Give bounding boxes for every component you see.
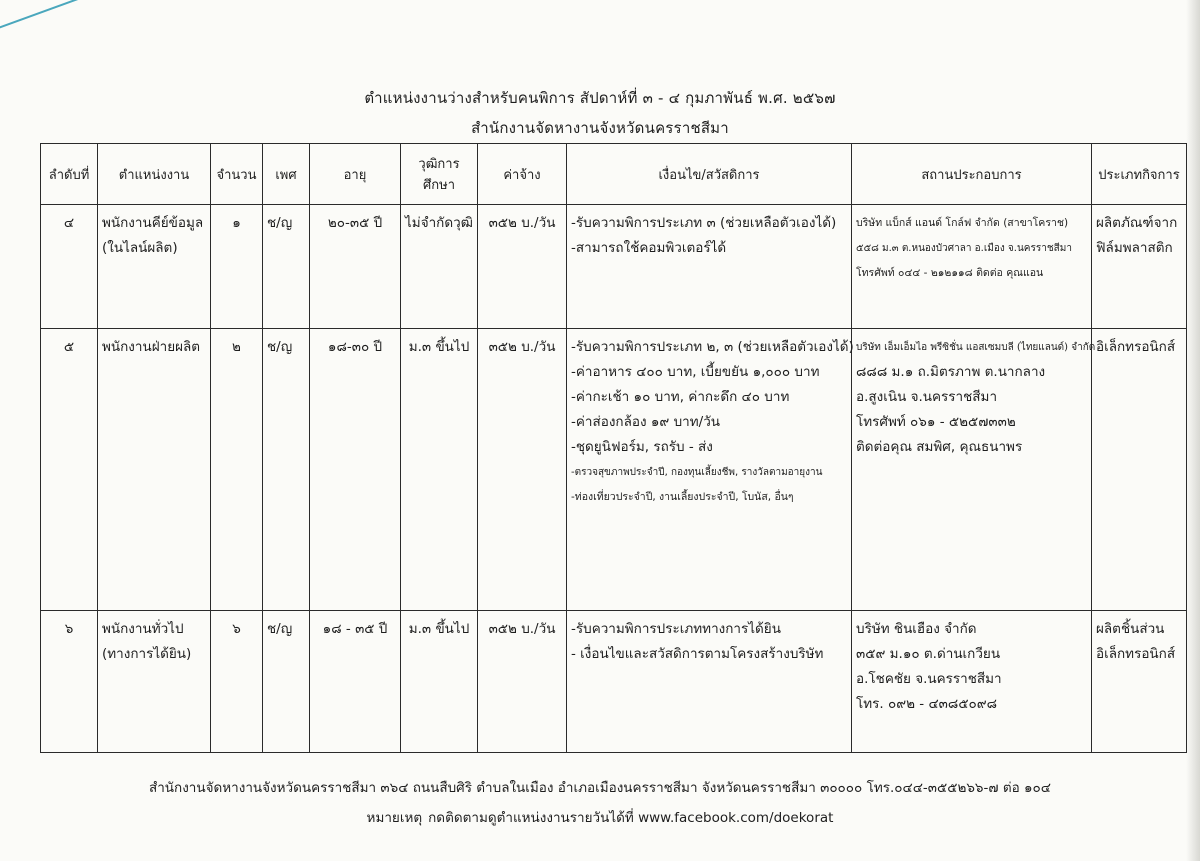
- condition-line: -ค่ากะเช้า ๑๐ บาท, ค่ากะดึก ๔๐ บาท: [571, 389, 790, 405]
- cell-count: ๑: [211, 205, 263, 329]
- cell-business: [1092, 329, 1187, 611]
- employer-line: โทร. ๐๙๒ - ๔๓๘๕๐๙๘: [856, 696, 998, 712]
- employer-line: บริษัท แบ็กส์ แอนด์ โกล์ฟ จำกัด (สาขาโคราช): [856, 217, 1069, 229]
- business-line: อิเล็กทรอนิกส์: [1096, 646, 1176, 662]
- col-header-no: ลำดับที่: [41, 144, 98, 205]
- employer-line: โทรศัพท์ ๐๖๑ - ๕๒๕๗๓๓๒: [856, 414, 1016, 430]
- cell-position: [98, 329, 211, 611]
- cell-business: [1092, 611, 1187, 753]
- cell-age: ๑๘ - ๓๕ ปี: [310, 611, 401, 753]
- cell-education: ม.๓ ขึ้นไป: [401, 611, 478, 753]
- employer-line: ๕๕๘ ม.๓ ต.หนองบัวศาลา อ.เมือง จ.นครราชสีมา: [856, 243, 1072, 254]
- cell-wage: ๓๕๒ บ./วัน: [478, 205, 567, 329]
- position-line: พนักงานทั่วไป: [102, 621, 184, 637]
- cell-conditions: [567, 611, 852, 753]
- footer-note-text: กดติดตามดูตำแหน่งงานรายวันได้ที่ www.facebook.com/doekorat: [428, 810, 834, 826]
- employer-line: บริษัท ชินเฮือง จำกัด: [856, 621, 977, 637]
- col-header-conditions: เงื่อนไข/สวัสดิการ: [567, 144, 852, 205]
- condition-line: -ค่าส่องกล้อง ๑๙ บาท/วัน: [571, 414, 721, 430]
- col-header-count: จำนวน: [211, 144, 263, 205]
- cell-no: ๕: [41, 329, 98, 611]
- cell-wage: ๓๕๒ บ./วัน: [478, 611, 567, 753]
- table-header-row: [41, 144, 1187, 205]
- condition-line: - เงื่อนไขและสวัสดิการตามโครงสร้างบริษัท: [571, 646, 824, 662]
- cell-age: ๑๘-๓๐ ปี: [310, 329, 401, 611]
- cell-wage: ๓๕๒ บ./วัน: [478, 329, 567, 611]
- col-header-education: วุฒิการศึกษา: [401, 144, 478, 205]
- employer-line: บริษัท เอ็มเอ็มไอ พรีซิชั่น แอสเซมบลี (ไทยแลนด์) จำกัด: [856, 342, 1096, 353]
- cell-count: ๒: [211, 329, 263, 611]
- table-row: [41, 329, 1187, 611]
- cell-no: ๔: [41, 205, 98, 329]
- employer-line: อ.โชคชัย จ.นครราชสีมา: [856, 671, 1002, 687]
- table-row: [41, 205, 1187, 329]
- col-header-wage: ค่าจ้าง: [478, 144, 567, 205]
- business-line: อิเล็กทรอนิกส์: [1096, 339, 1176, 355]
- col-header-position: ตำแหน่งงาน: [98, 144, 211, 205]
- cell-conditions: [567, 205, 852, 329]
- condition-line: -ท่องเที่ยวประจำปี, งานเลี้ยงประจำปี, โบนัส, อื่นๆ: [571, 491, 794, 503]
- cell-sex: ช/ญ: [263, 611, 310, 753]
- condition-line: -ค่าอาหาร ๔๐๐ บาท, เบี้ยขยัน ๑,๐๐๐ บาท: [571, 364, 820, 380]
- cell-employer: [852, 329, 1096, 611]
- condition-line: -รับความพิการประเภท ๒, ๓ (ช่วยเหลือตัวเองได้): [571, 339, 854, 355]
- business-line: ผลิตชิ้นส่วน: [1096, 621, 1165, 637]
- footer-address: สำนักงานจัดหางานจังหวัดนครราชสีมา ๓๖๔ ถนนสืบศิริ ตำบลในเมือง อำเภอเมืองนครราชสีมา จังหวัดนครราชสีมา ๓๐๐๐๐ โทร.๐๔๔-๓๕๕๒๖๖-๗ ต่อ ๑๐๔: [148, 780, 1052, 796]
- cell-business: [1092, 205, 1187, 329]
- position-line: (ทางการได้ยิน): [102, 646, 192, 662]
- position-line: พนักงานฝ่ายผลิต: [102, 339, 201, 355]
- decorative-line: [0, 0, 188, 32]
- condition-line: -ชุดยูนิฟอร์ม, รถรับ - ส่ง: [571, 439, 713, 455]
- table-row: [41, 611, 1187, 753]
- business-line: ฟิล์มพลาสติก: [1096, 240, 1173, 256]
- cell-employer: [852, 205, 1092, 329]
- employer-line: ๘๘๘ ม.๑ ถ.มิตรภาพ ต.นากลาง: [856, 364, 1046, 380]
- col-header-sex: เพศ: [263, 144, 310, 205]
- employer-line: โทรศัพท์ ๐๔๔ - ๒๑๒๑๑๘ ติดต่อ คุณแอน: [856, 267, 1044, 279]
- cell-age: ๒๐-๓๕ ปี: [310, 205, 401, 329]
- employer-line: อ.สูงเนิน จ.นครราชสีมา: [856, 389, 998, 405]
- cell-count: ๖: [211, 611, 263, 753]
- cell-employer: [852, 611, 1092, 753]
- employer-line: ติดต่อคุณ สมพิศ, คุณธนาพร: [856, 439, 1023, 455]
- footer-note-label: หมายเหตุ: [366, 810, 423, 826]
- cell-position: [98, 205, 211, 329]
- condition-line: -ตรวจสุขภาพประจำปี, กองทุนเลี้ยงชีพ, รางวัลตามอายุงาน: [571, 467, 823, 478]
- document-subtitle: สำนักงานจัดหางานจังหวัดนครราชสีมา: [471, 119, 729, 137]
- jobs-table: [40, 143, 1187, 753]
- condition-line: -สามารถใช้คอมพิวเตอร์ได้: [571, 240, 727, 256]
- cell-sex: ช/ญ: [263, 205, 310, 329]
- col-header-business: ประเภทกิจการ: [1092, 144, 1187, 205]
- condition-line: -รับความพิการประเภททางการได้ยิน: [571, 621, 781, 637]
- condition-line: -รับความพิการประเภท ๓ (ช่วยเหลือตัวเองได้): [571, 215, 837, 231]
- cell-education: ม.๓ ขึ้นไป: [401, 329, 478, 611]
- cell-sex: ช/ญ: [263, 329, 310, 611]
- cell-conditions: [567, 329, 852, 611]
- business-line: ผลิตภัณฑ์จาก: [1096, 215, 1178, 231]
- position-line: พนักงานคีย์ข้อมูล: [102, 215, 204, 231]
- col-header-age: อายุ: [310, 144, 401, 205]
- employer-line: ๓๕๙ ม.๑๐ ต.ด่านเกวียน: [856, 646, 1001, 662]
- col-header-employer: สถานประกอบการ: [852, 144, 1092, 205]
- cell-position: [98, 611, 211, 753]
- document-title: ตำแหน่งงานว่างสำหรับคนพิการ สัปดาห์ที่ ๓ - ๔ กุมภาพันธ์ พ.ศ. ๒๕๖๗: [364, 89, 836, 107]
- cell-no: ๖: [41, 611, 98, 753]
- cell-education: ไม่จำกัดวุฒิ: [401, 205, 478, 329]
- footer-note: [0, 806, 1200, 828]
- position-line: (ในไลน์ผลิต): [102, 240, 178, 256]
